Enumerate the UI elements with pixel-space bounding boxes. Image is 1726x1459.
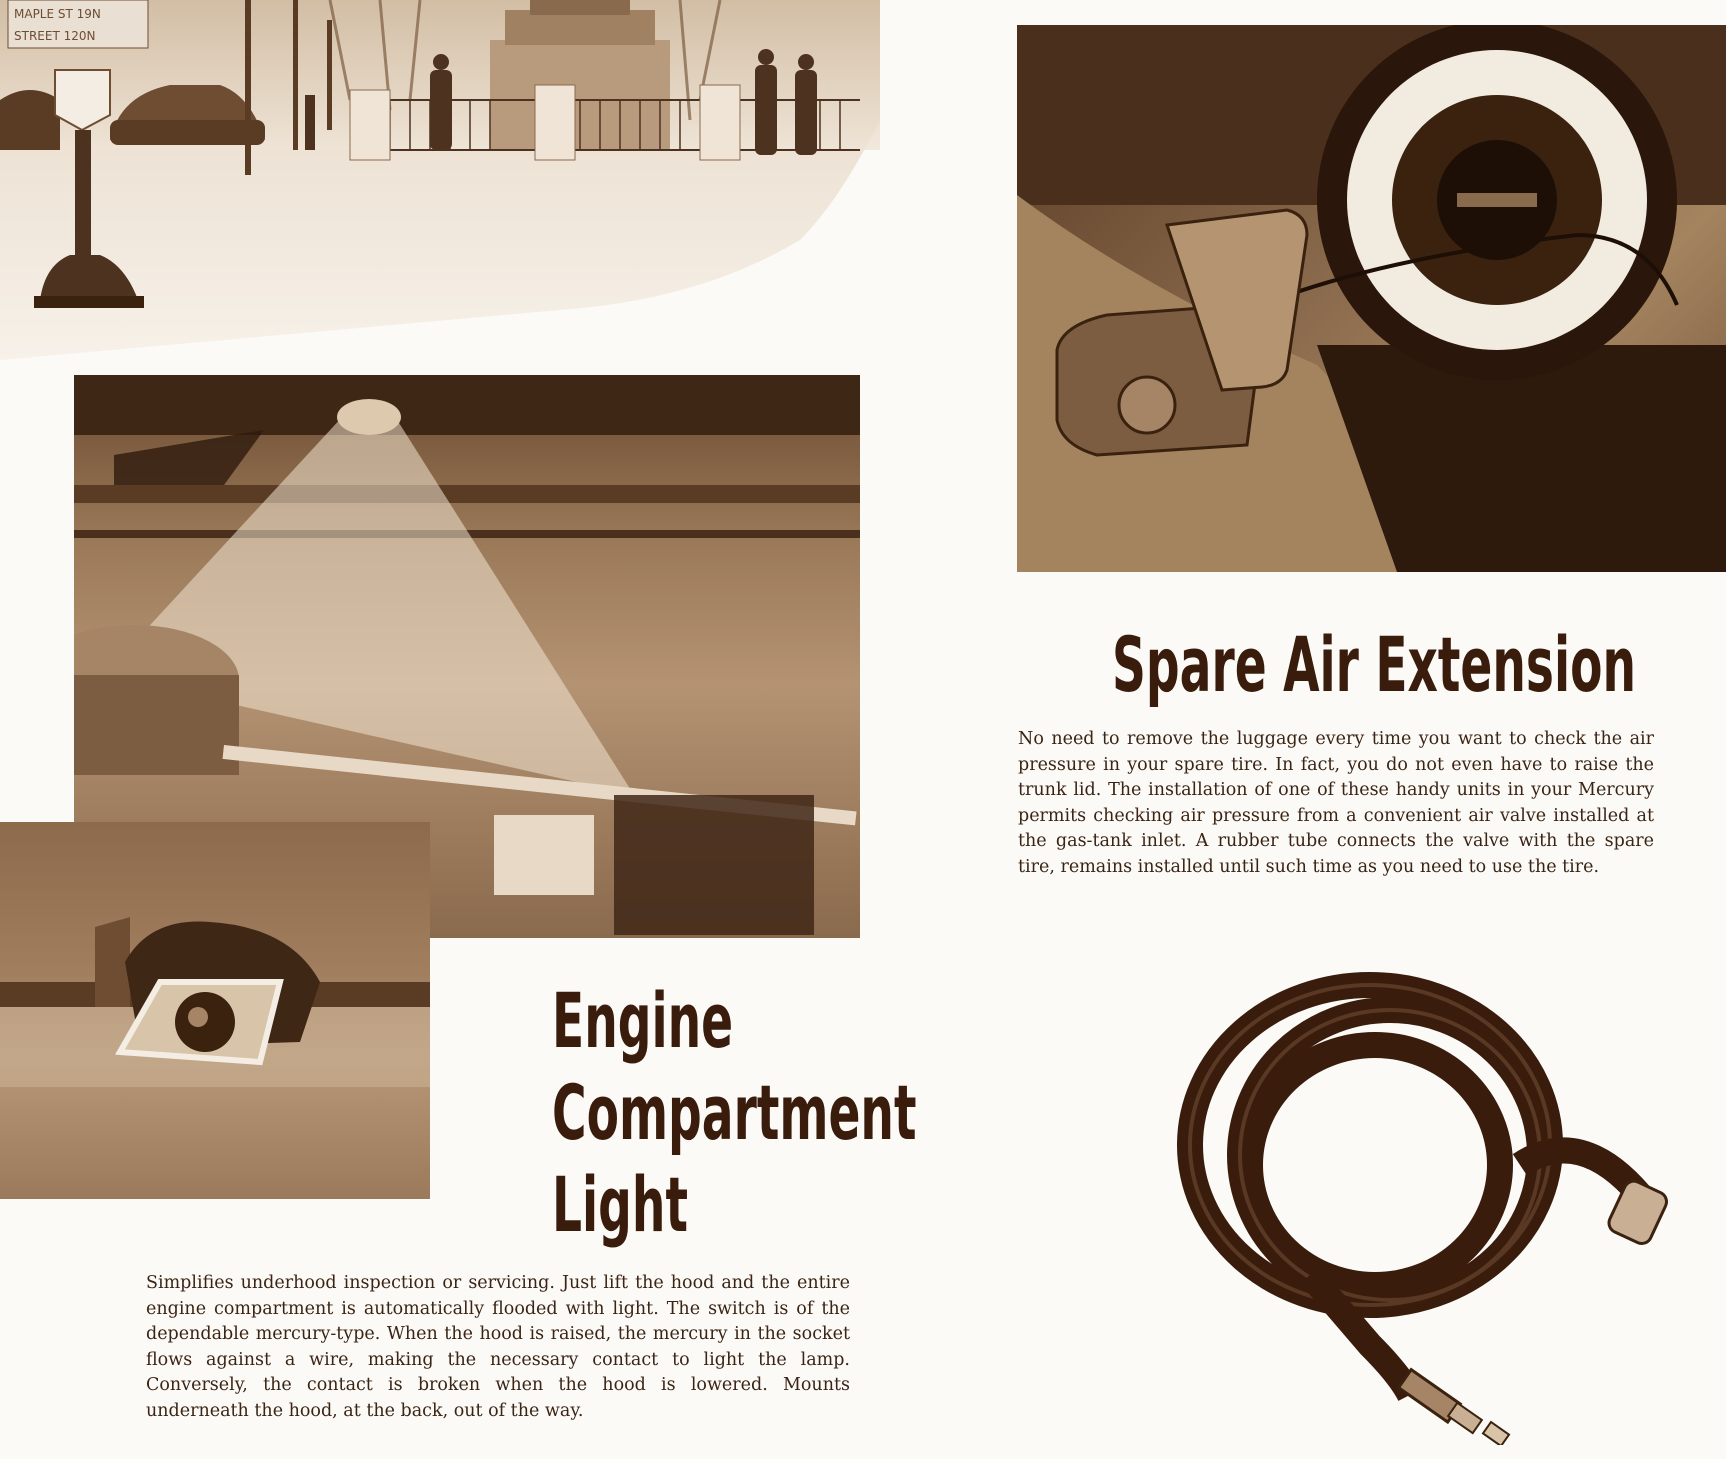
street-sign-line1: MAPLE ST 19N [14, 7, 101, 21]
heading-line-1: Engine [552, 976, 734, 1065]
trunk-spare-tire-photo [1017, 25, 1726, 572]
heading-line-2: Compartment [552, 1068, 917, 1157]
engine-light-heading [552, 975, 916, 1251]
spare-air-heading: Spare Air Extension [1112, 620, 1637, 709]
hose-drawing [1160, 945, 1680, 1445]
lamp-closeup-photo [0, 822, 430, 1199]
street-illustration [0, 0, 880, 360]
spare-air-description: No need to remove the luggage every time you want to check the air pressure in your spare tire. In fact, you do not even have to raise the trunk lid. The installation of one of these handy units in your Mercury permits checking air pressure from a convenient air valve installed at the gas-tank inlet. A rubber tube connects the valve with the spare tire, remains installed until such time as you need to use the tire. [1018, 729, 1654, 877]
engine-light-description: Simplifies underhood inspection or servicing. Just lift the hood and the entire engine compartment is automatically flooded with light. The switch is of the dependable mercury-type. When the hood is raised, the mercury in the socket flows against a wire, making the necessary contact to light the lamp. Conversely, the contact is broken when the hood is lowered. Mounts underneath the hood, at the back, out of the way. [146, 1273, 850, 1421]
lamp-drawing [0, 822, 430, 1199]
heading-line-3: Light [552, 1160, 688, 1249]
street-scene-drawing [0, 0, 880, 360]
trunk-drawing [1017, 25, 1726, 572]
street-sign-line2: STREET 120N [14, 29, 96, 43]
coiled-hose-image [1160, 945, 1680, 1445]
